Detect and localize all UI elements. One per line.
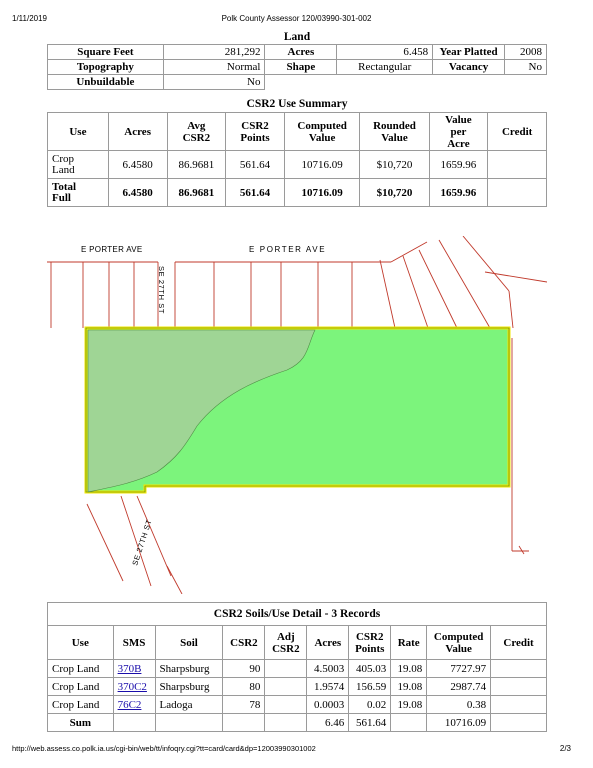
csr2-soils-detail-table	[47, 602, 547, 732]
table-cell: 2987.74	[427, 678, 491, 696]
csr2-summary-title: CSR2 Use Summary	[48, 95, 547, 113]
table-cell	[265, 660, 307, 678]
unbuildable-label: Unbuildable	[48, 75, 164, 90]
table-row	[48, 696, 547, 714]
table-row	[48, 45, 547, 60]
table-cell	[491, 696, 547, 714]
table-cell: 561.64	[226, 151, 285, 179]
table-cell	[265, 696, 307, 714]
table-cell: 86.9681	[167, 151, 226, 179]
sms-link[interactable]: 370B	[117, 662, 142, 675]
table-cell: 4.5003	[307, 660, 349, 678]
table-cell	[155, 714, 223, 732]
column-header: Use	[48, 626, 114, 660]
street-label-se-27th-st-north: SE 27TH ST	[157, 266, 166, 315]
column-header: Acres	[108, 113, 167, 151]
table-cell: 7727.97	[427, 660, 491, 678]
table-cell: Crop Land	[48, 151, 109, 179]
table-row	[48, 60, 547, 75]
table-row	[48, 151, 547, 179]
table-cell: 78	[223, 696, 265, 714]
table-cell: Sharpsburg	[155, 660, 223, 678]
table-cell	[488, 151, 547, 179]
table-cell: Ladoga	[155, 696, 223, 714]
table-cell: Crop Land	[48, 678, 114, 696]
table-cell: Crop Land	[48, 660, 114, 678]
table-cell: 6.4580	[108, 151, 167, 179]
table-cell: 6.4580	[108, 179, 167, 207]
table-cell: 90	[223, 660, 265, 678]
table-row	[48, 75, 547, 90]
vacancy-label: Vacancy	[433, 60, 505, 75]
column-header: Avg CSR2	[167, 113, 226, 151]
table-cell: 405.03	[349, 660, 391, 678]
table-cell: $10,720	[360, 151, 429, 179]
year-platted-value: 2008	[505, 45, 547, 60]
column-header: Adj CSR2	[265, 626, 307, 660]
unbuildable-value: No	[163, 75, 265, 90]
column-header: CSR2 Points	[226, 113, 285, 151]
print-date: 1/11/2019	[12, 14, 47, 23]
table-cell	[113, 696, 155, 714]
table-cell: 6.46	[307, 714, 349, 732]
column-header: Soil	[155, 626, 223, 660]
table-row	[48, 678, 547, 696]
sms-link[interactable]: 370C2	[117, 680, 147, 693]
table-cell: 86.9681	[167, 179, 226, 207]
table-row	[48, 179, 547, 207]
table-cell	[265, 714, 307, 732]
land-table	[47, 29, 547, 90]
acres-value: 6.458	[337, 45, 433, 60]
table-cell	[265, 678, 307, 696]
square-feet-value: 281,292	[163, 45, 265, 60]
table-cell: 0.0003	[307, 696, 349, 714]
table-cell: 19.08	[391, 696, 427, 714]
table-cell	[491, 660, 547, 678]
table-row	[48, 660, 547, 678]
print-url: http://web.assess.co.polk.ia.us/cgi-bin/web/tt/infoqry.cgi?tt=card/card&dp=12003990301002	[12, 744, 316, 753]
header-row	[48, 113, 547, 151]
table-cell	[488, 179, 547, 207]
topography-value: Normal	[163, 60, 265, 75]
print-title: Polk County Assessor 120/03990-301-002	[221, 14, 372, 23]
table-cell: 1659.96	[429, 179, 488, 207]
column-header: Computed Value	[284, 113, 359, 151]
acres-label: Acres	[265, 45, 337, 60]
table-cell	[113, 660, 155, 678]
sms-link[interactable]: 76C2	[117, 698, 142, 711]
table-cell: 10716.09	[427, 714, 491, 732]
table-cell: 80	[223, 678, 265, 696]
table-cell: 1659.96	[429, 151, 488, 179]
column-header: Credit	[488, 113, 547, 151]
land-section-title: Land	[48, 29, 547, 45]
topography-label: Topography	[48, 60, 164, 75]
table-cell: Total Full	[48, 179, 109, 207]
table-cell: 561.64	[349, 714, 391, 732]
table-cell: Crop Land	[48, 696, 114, 714]
table-cell	[113, 714, 155, 732]
column-header: Acres	[307, 626, 349, 660]
street-label-e-porter-ave-east: E PORTER AVE	[249, 245, 327, 254]
table-cell: 10716.09	[284, 179, 359, 207]
table-cell: 19.08	[391, 660, 427, 678]
column-header: Computed Value	[427, 626, 491, 660]
table-cell: 1.9574	[307, 678, 349, 696]
square-feet-label: Square Feet	[48, 45, 164, 60]
table-cell: 156.59	[349, 678, 391, 696]
csr2-use-summary-table	[47, 95, 547, 207]
column-header: Use	[48, 113, 109, 151]
table-cell: Sum	[48, 714, 114, 732]
column-header: Rate	[391, 626, 427, 660]
column-header: Credit	[491, 626, 547, 660]
table-cell: 561.64	[226, 179, 285, 207]
street-label-e-porter-ave-west: E PORTER AVE	[81, 245, 143, 254]
vacancy-value: No	[505, 60, 547, 75]
shape-value: Rectangular	[337, 60, 433, 75]
column-header: CSR2	[223, 626, 265, 660]
sum-row	[48, 714, 547, 732]
column-header: Value per Acre	[429, 113, 488, 151]
header-row	[48, 626, 547, 660]
page-number: 2/3	[559, 744, 571, 753]
table-cell	[391, 714, 427, 732]
table-cell	[491, 678, 547, 696]
column-header: Rounded Value	[360, 113, 429, 151]
table-cell	[491, 714, 547, 732]
table-cell: 0.02	[349, 696, 391, 714]
table-cell: Sharpsburg	[155, 678, 223, 696]
parcel-map	[47, 236, 547, 594]
soils-detail-title: CSR2 Soils/Use Detail - 3 Records	[48, 603, 547, 626]
table-cell	[223, 714, 265, 732]
table-cell: 19.08	[391, 678, 427, 696]
table-cell	[113, 678, 155, 696]
table-cell: 10716.09	[284, 151, 359, 179]
shape-label: Shape	[265, 60, 337, 75]
table-cell: $10,720	[360, 179, 429, 207]
year-platted-label: Year Platted	[433, 45, 505, 60]
table-cell: 0.38	[427, 696, 491, 714]
column-header: SMS	[113, 626, 155, 660]
column-header: CSR2 Points	[349, 626, 391, 660]
street-label-se-27th-st-south: SE 27TH ST	[130, 518, 154, 567]
